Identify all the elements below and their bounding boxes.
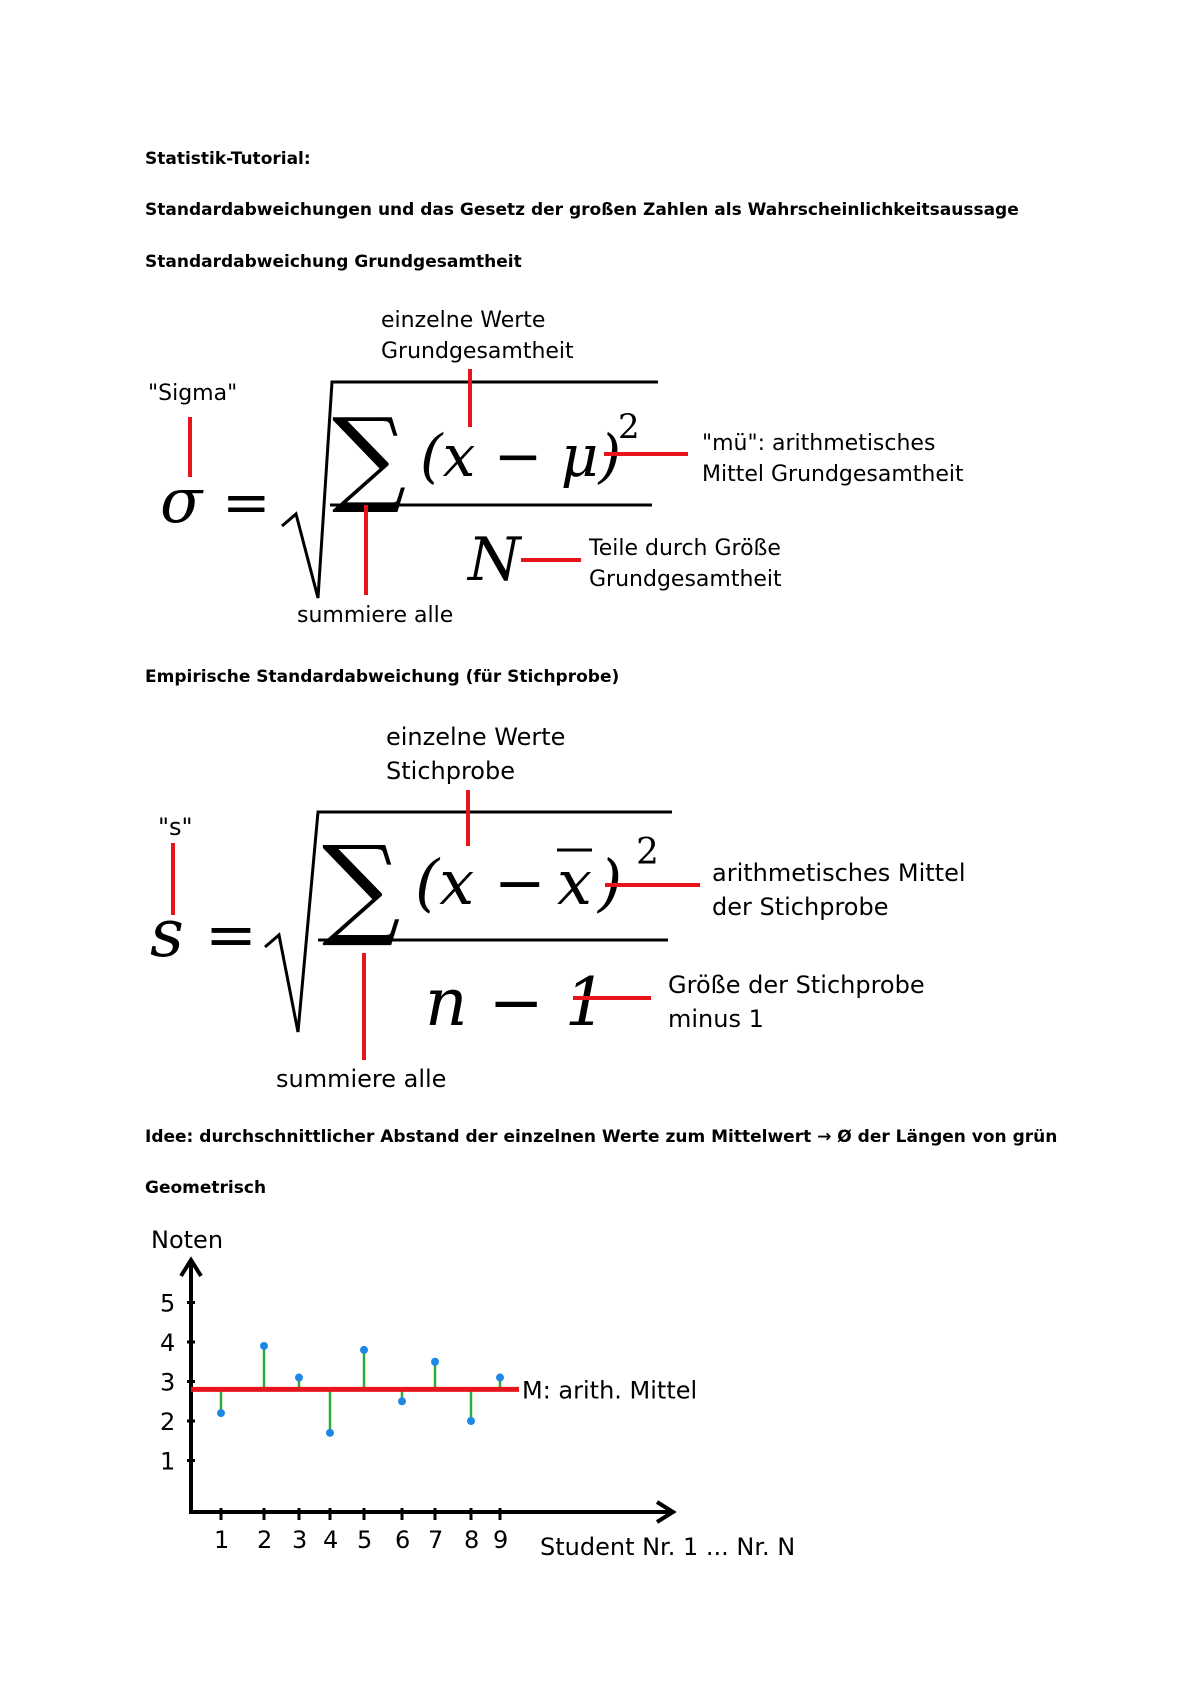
y-tick-label: 1 [160, 1447, 176, 1476]
x-bar: x [557, 846, 592, 919]
data-point [217, 1409, 225, 1417]
data-point [398, 1397, 406, 1405]
y-tick-label: 4 [160, 1329, 176, 1357]
deviation-chart [0, 1215, 1200, 1575]
label-line: arithmetisches Mittel [712, 859, 966, 887]
label-line: Stichprobe [386, 757, 515, 785]
data-point [467, 1417, 475, 1425]
label-sum-sample: summiere alle [276, 1065, 447, 1093]
label-line: Grundgesamtheit [381, 339, 574, 364]
label-line: "mü": arithmetisches [702, 431, 936, 456]
section-heading-sample: Empirische Standardabweichung (für Stichprobe) [145, 667, 620, 687]
formula-sample-sd [0, 700, 1200, 1080]
y-tick-label: 2 [160, 1408, 176, 1436]
x-tick-label: 6 [395, 1526, 411, 1554]
x-tick-label: 1 [214, 1526, 230, 1554]
exponent: 2 [636, 832, 659, 873]
y-tick-label: 5 [160, 1289, 176, 1318]
label-line: Grundgesamtheit [589, 567, 782, 592]
x-tick-label: 7 [428, 1526, 444, 1554]
label-values-population [381, 305, 574, 367]
denominator: N [468, 525, 521, 595]
label-line: Teile durch Größe [589, 536, 781, 561]
summation-sign: ∑ [332, 395, 407, 517]
label-denominator-population [589, 533, 782, 595]
label-line: der Stichprobe [712, 893, 889, 921]
equals-sign: = [205, 898, 257, 971]
x-tick-label: 9 [493, 1526, 509, 1554]
mean-label: M: arith. Mittel [522, 1376, 698, 1405]
section-heading-population: Standardabweichung Grundgesamtheit [145, 252, 522, 272]
section-heading-geometric: Geometrisch [145, 1178, 267, 1198]
label-sigma: "Sigma" [148, 381, 238, 406]
label-line: Größe der Stichprobe [668, 971, 925, 999]
label-line: einzelne Werte [381, 308, 546, 333]
equals-sign: = [222, 468, 271, 536]
idea-text: Idee: durchschnittlicher Abstand der einzelnen Werte zum Mittelwert → Ø der Längen von grün [145, 1127, 1058, 1147]
numerator: (x − [415, 846, 546, 919]
data-point [295, 1374, 303, 1382]
label-mean-sample [712, 856, 966, 924]
summation-sign: ∑ [322, 822, 401, 950]
x-tick-label: 4 [323, 1526, 339, 1554]
label-denominator-sample [668, 968, 925, 1036]
x-tick-label: 5 [357, 1526, 373, 1554]
y-tick-label: 3 [160, 1368, 176, 1397]
label-sum-population: summiere alle [297, 603, 454, 628]
label-line: Mittel Grundgesamtheit [702, 462, 964, 487]
label-line: einzelne Werte [386, 723, 566, 751]
data-point [431, 1358, 439, 1366]
s-symbol: s [150, 895, 184, 972]
data-point [496, 1374, 504, 1382]
data-point [326, 1429, 334, 1437]
y-axis-label: Noten [151, 1226, 224, 1254]
label-line: minus 1 [668, 1005, 764, 1033]
x-axis-label: Student Nr. 1 ... Nr. N [540, 1533, 796, 1561]
x-tick-label: 2 [257, 1526, 273, 1554]
data-point [360, 1346, 368, 1354]
exponent: 2 [618, 407, 640, 447]
title: Statistik-Tutorial: [145, 149, 311, 169]
label-s: "s" [158, 813, 193, 841]
numerator-close: ) [598, 846, 623, 919]
sigma-symbol: σ [160, 464, 203, 537]
numerator: (x − μ) [420, 422, 622, 490]
label-values-sample [386, 720, 565, 788]
data-point [260, 1342, 268, 1350]
denominator: n − 1 [425, 964, 607, 1041]
subtitle: Standardabweichungen und das Gesetz der großen Zahlen als Wahrscheinlichkeitsaussage [145, 200, 1019, 220]
x-tick-label: 8 [464, 1526, 480, 1554]
x-tick-label: 3 [292, 1526, 308, 1554]
label-mu [702, 428, 964, 490]
